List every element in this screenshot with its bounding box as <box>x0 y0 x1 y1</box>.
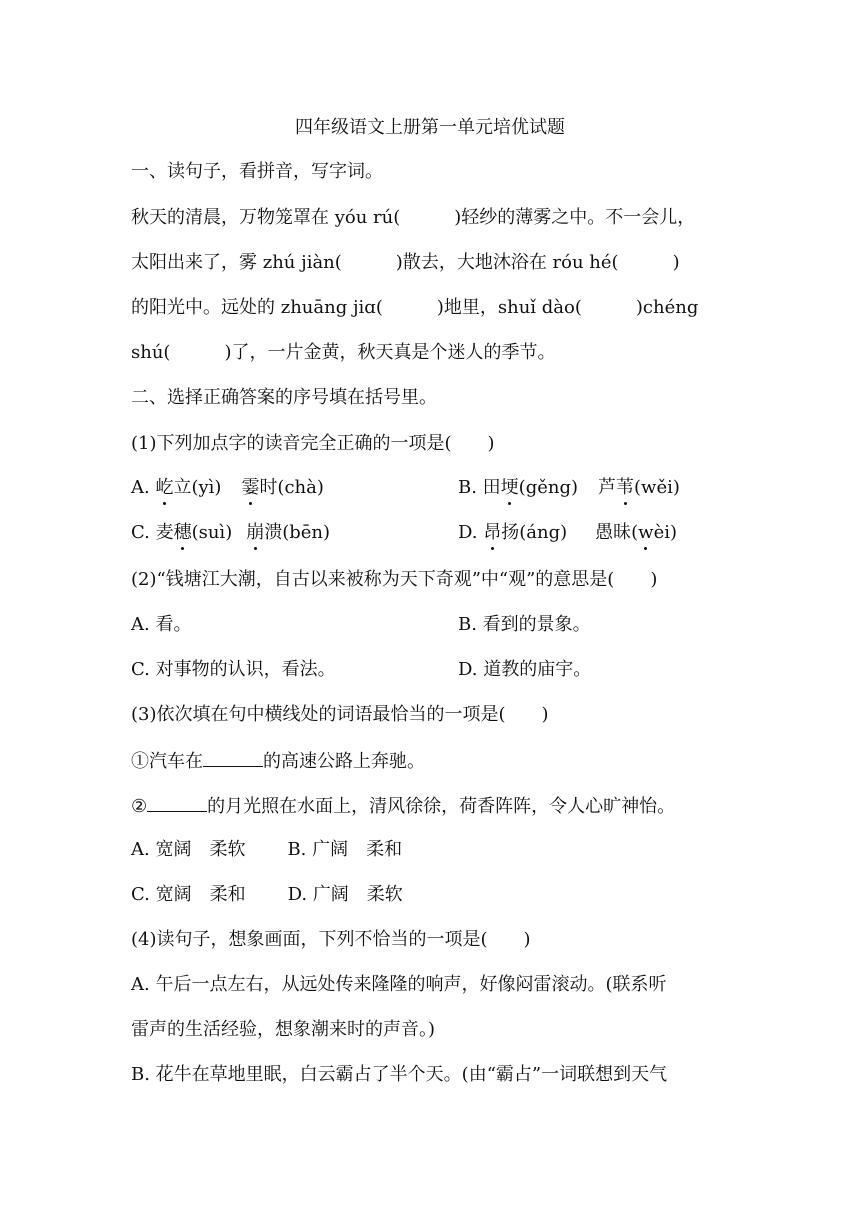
section1-heading: 一、读句子，看拼音，写字词。 <box>131 161 383 182</box>
section2-heading: 二、选择正确答案的序号填在括号里。 <box>131 387 437 408</box>
fill-blank-line[interactable] <box>147 793 207 812</box>
line3-text-a: 的阳光中。远处的 zhuāng jiɑ( <box>131 297 383 318</box>
q2-stem: (2)“钱塘江大潮，自古以来被称为天下奇观”中“观”的意思是( ) <box>131 569 658 590</box>
q2-option-d[interactable]: D. 道教的庙宇。 <box>458 659 592 680</box>
q4-stem: (4)读句子，想象画面，下列不恰当的一项是( ) <box>131 929 531 950</box>
worksheet-title: 四年级语文上册第一单元培优试题 <box>295 117 565 138</box>
q3-option-b[interactable]: B. 广阔 柔和 <box>287 839 403 860</box>
q2-option-c[interactable]: C. 对事物的认识，看法。 <box>131 659 336 680</box>
line1-text-a: 秋天的清晨，万物笼罩在 yóu rú( <box>131 207 401 228</box>
q3-stem: (3)依次填在句中横线处的词语最恰当的一项是( ) <box>131 704 549 725</box>
q4-option-b-line1[interactable]: B. 花牛在草地里眠，白云霸占了半个天。(由“霸占”一词联想到天气 <box>131 1064 668 1085</box>
dotted-char: 穗 <box>173 522 192 543</box>
q2-option-a[interactable]: A. 看。 <box>131 614 192 635</box>
q1-stem: (1)下列加点字的读音完全正确的一项是( ) <box>131 433 495 454</box>
dotted-char: 昂 <box>483 522 502 543</box>
q3-options-row2 <box>131 883 731 907</box>
q3-sentence-1: ①汽车在 的高速公路上奔驰。 <box>131 748 731 774</box>
q3-option-d[interactable]: D. 广阔 柔软 <box>287 884 403 905</box>
dotted-char: 屹 <box>155 477 174 498</box>
q1-option-d[interactable]: D. 昂扬(áng) 愚昧(wèi) <box>458 522 678 543</box>
section1-line4 <box>131 341 731 365</box>
line2-text-b: )散去，大地沐浴在 róu hé( <box>395 252 619 273</box>
section1-line1 <box>131 206 731 230</box>
line2-text-c: ) <box>672 252 680 273</box>
line3-text-c: )chéng <box>635 297 699 318</box>
line4-text-a: shú( <box>131 342 171 363</box>
q4-option-a-line1[interactable]: A. 午后一点左右，从远处传来隆隆的响声，好像闷雷滚动。(联系听 <box>131 974 667 995</box>
line3-text-b: )地里，shuǐ dào( <box>436 297 582 318</box>
q1-option-b[interactable]: B. 田埂(gěng) 芦苇(wěi) <box>458 477 680 498</box>
line4-text-b: )了，一片金黄，秋天真是个迷人的季节。 <box>224 342 556 363</box>
dotted-char: 昧(wèi) <box>613 522 678 543</box>
q3-option-c[interactable]: C. 宽阔 柔和 <box>131 884 246 905</box>
dotted-char: 霎 <box>241 477 260 498</box>
line2-text-a: 太阳出来了，雾 zhú jiàn( <box>131 252 342 273</box>
dotted-char: 埂 <box>500 477 519 498</box>
q4-option-a-line2: 雷声的生活经验，想象潮来时的声音。) <box>131 1019 436 1040</box>
line1-text-b: )轻纱的薄雾之中。不一会儿， <box>454 207 696 228</box>
q3-option-a[interactable]: A. 宽阔 柔软 <box>131 839 246 860</box>
dotted-char: 苇 <box>616 477 635 498</box>
section1-line2 <box>131 251 731 275</box>
q3-options-row1 <box>131 838 731 862</box>
q2-option-b[interactable]: B. 看到的景象。 <box>458 614 591 635</box>
q1-option-c[interactable]: C. 麦穗(suì) 崩溃(bēn) <box>131 522 331 543</box>
q1-option-a[interactable]: A. 屹立(yì) 霎时(chà) <box>131 477 324 498</box>
q3-sentence-2: ② 的月光照在水面上，清风徐徐，荷香阵阵，令人心旷神怡。 <box>131 793 731 819</box>
section1-line3 <box>131 296 731 320</box>
dotted-char: 崩 <box>246 522 265 543</box>
fill-blank-line[interactable] <box>203 748 263 767</box>
